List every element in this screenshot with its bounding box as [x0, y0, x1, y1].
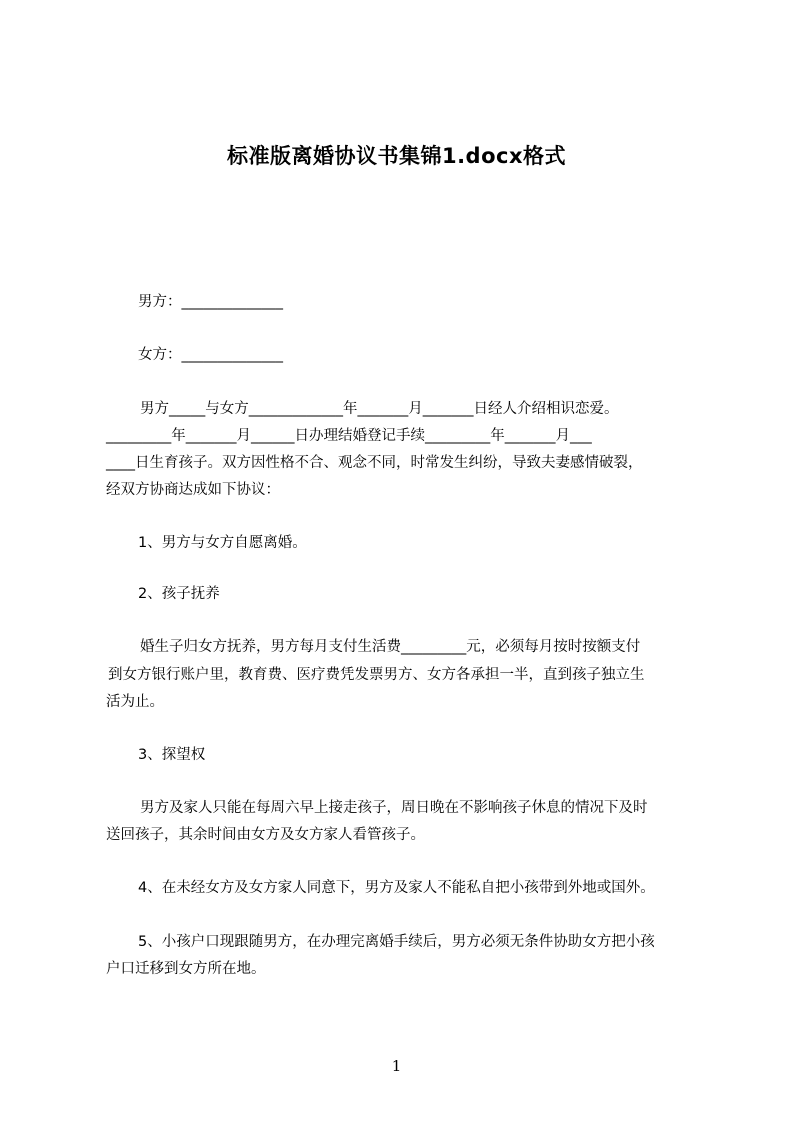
clause-4: 4、在未经女方及女方家人同意下，男方及家人不能私自把小孩带到外地或国外。: [138, 880, 655, 896]
intro-line-3: ____日生育孩子。双方因性格不合、观念不同，时常发生纠纷，导致夫妻感情破裂，: [106, 455, 643, 471]
husband-name-line: 男方：______________: [138, 294, 283, 310]
clause-2-line-3: 活为止。: [106, 694, 164, 710]
clause-3-heading: 3、探望权: [138, 747, 206, 763]
intro-line-4: 经双方协商达成如下协议：: [106, 482, 280, 498]
wife-name-line: 女方：______________: [138, 347, 283, 363]
clause-2-line-2: 到女方银行账户里，教育费、医疗费凭发票男方、女方各承担一半，直到孩子独立生: [108, 667, 645, 683]
page-number: 1: [391, 1057, 402, 1075]
intro-line-2: _________年_______月______日办理结婚登记手续_________年_______月___: [106, 428, 592, 444]
document-title: 标准版离婚协议书集锦1.docx格式: [226, 144, 567, 168]
clause-2-line-1: 婚生子归女方抚养，男方每月支付生活费_________元，必须每月按时按额支付: [140, 639, 641, 655]
clause-2-heading: 2、孩子抚养: [138, 586, 220, 602]
intro-line-1: 男方_____与女方_____________年_______月_______日经人介绍相识恋爱。: [140, 401, 619, 417]
clause-3-line-2: 送回孩子，其余时间由女方及女方家人看管孩子。: [106, 827, 425, 843]
clause-5-line-1: 5、小孩户口现跟随男方，在办理完离婚手续后，男方必须无条件协助女方把小孩: [138, 934, 655, 950]
clause-3-line-1: 男方及家人只能在每周六早上接走孩子，周日晚在不影响孩子休息的情况下及时: [140, 800, 648, 816]
clause-5-line-2: 户口迁移到女方所在地。: [106, 961, 266, 977]
clause-1: 1、男方与女方自愿离婚。: [138, 535, 307, 551]
